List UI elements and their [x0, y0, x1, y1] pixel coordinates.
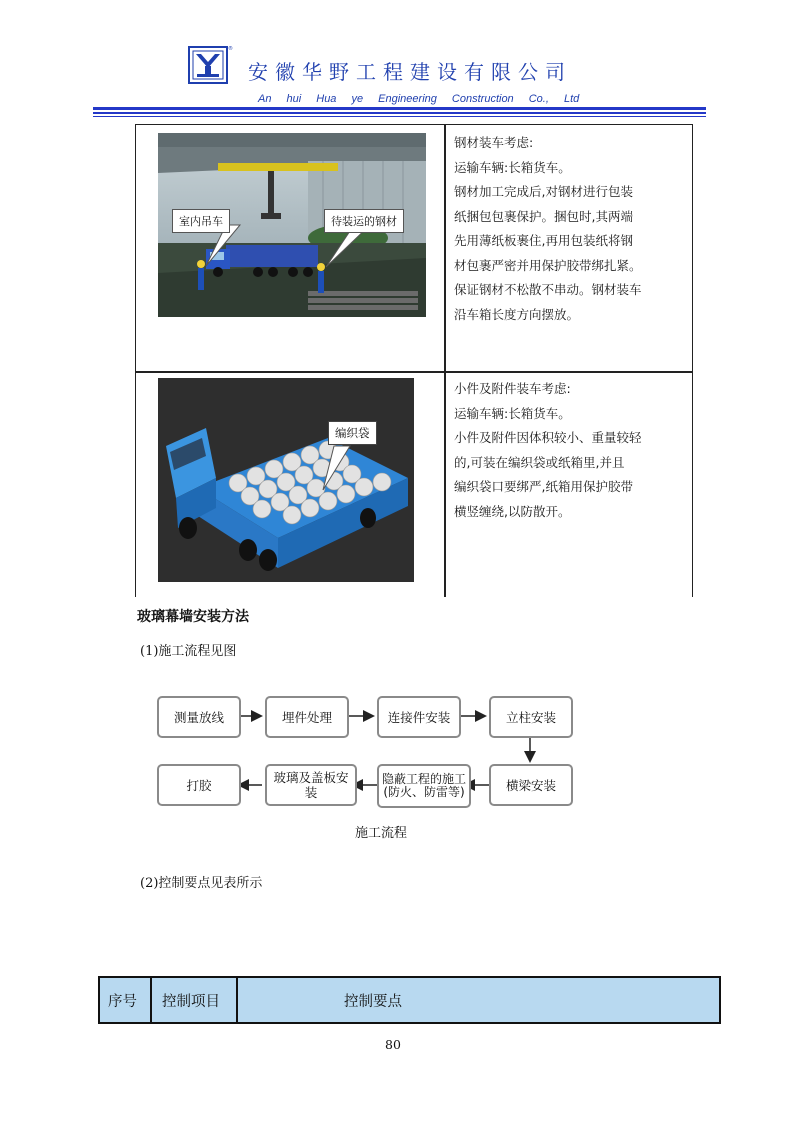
small-parts-loading-text — [454, 377, 686, 524]
flow-caption: 施工流程 — [355, 826, 408, 841]
text-line: 小件及附件装车考虑: — [454, 381, 571, 396]
text-line: 先用薄纸板裹住,再用包装纸将钢 — [454, 233, 633, 248]
text-line: 横竖缠绕,以防散开。 — [454, 503, 571, 519]
callout-woven-bag: 编织袋 — [328, 421, 377, 445]
text-line: 运输车辆:长箱货车。 — [454, 159, 571, 175]
callout-steel-to-ship: 待装运的钢材 — [324, 209, 404, 233]
text-line: 钢材装车考虑: — [454, 135, 534, 150]
text-line: 材包裹严密并用保护胶带绑扎紧。 — [454, 257, 642, 273]
svg-text:®: ® — [228, 46, 233, 52]
text-line: 运输车辆:长箱货车。 — [454, 405, 571, 421]
loading-table — [135, 124, 693, 597]
header-cell-points: 控制要点 — [344, 993, 402, 1010]
flow-step-connector: 连接件安装 — [377, 696, 461, 738]
step2-text: (2)控制要点见表所示 — [140, 876, 263, 891]
flow-step-survey: 测量放线 — [157, 696, 241, 738]
control-points-table-header — [98, 976, 721, 1024]
header-cell-seq: 序号 — [108, 993, 137, 1010]
flow-step-beam: 横梁安装 — [489, 764, 573, 806]
company-name-en: An hui Hua ye Engineering Construction Co., Ltd — [258, 93, 580, 105]
flow-step-glass-cover: 玻璃及盖板安装 — [265, 764, 357, 806]
callout-indoor-crane: 室内吊车 — [172, 209, 230, 233]
text-line: 保证钢材不松散不串动。钢材装车 — [454, 282, 642, 297]
step1-text: (1)施工流程见图 — [140, 644, 237, 659]
company-name-cn: 安徽华野工程建设有限公司 — [248, 60, 572, 84]
text-line: 钢材加工完成后,对钢材进行包装 — [454, 184, 633, 199]
text-line: 的,可装在编织袋或纸箱里,并且 — [454, 454, 625, 470]
header-cell-item: 控制项目 — [162, 993, 220, 1010]
text-line: 小件及附件因体积较小、重量较轻 — [454, 430, 642, 445]
flow-step-sealant: 打胶 — [157, 764, 241, 806]
header-rule — [93, 112, 706, 114]
woven-bag-truck-image — [158, 378, 414, 582]
flow-step-column: 立柱安装 — [489, 696, 573, 738]
header-rule — [93, 116, 706, 117]
text-line: 纸捆包包裹保护。捆包时,其两端 — [454, 208, 633, 224]
steel-loading-text — [454, 131, 686, 327]
text-line: 沿车箱长度方向摆放。 — [454, 306, 580, 322]
section-title: 玻璃幕墙安装方法 — [137, 609, 249, 625]
header-rule — [93, 107, 706, 110]
text-line: 编织袋口要绑严,纸箱用保护胶带 — [454, 479, 633, 494]
page-number: 80 — [385, 1037, 401, 1052]
flow-step-concealed-works: 隐蔽工程的施工(防火、防雷等) — [377, 764, 471, 808]
huaye-logo-icon — [188, 44, 232, 86]
flow-step-embed: 埋件处理 — [265, 696, 349, 738]
